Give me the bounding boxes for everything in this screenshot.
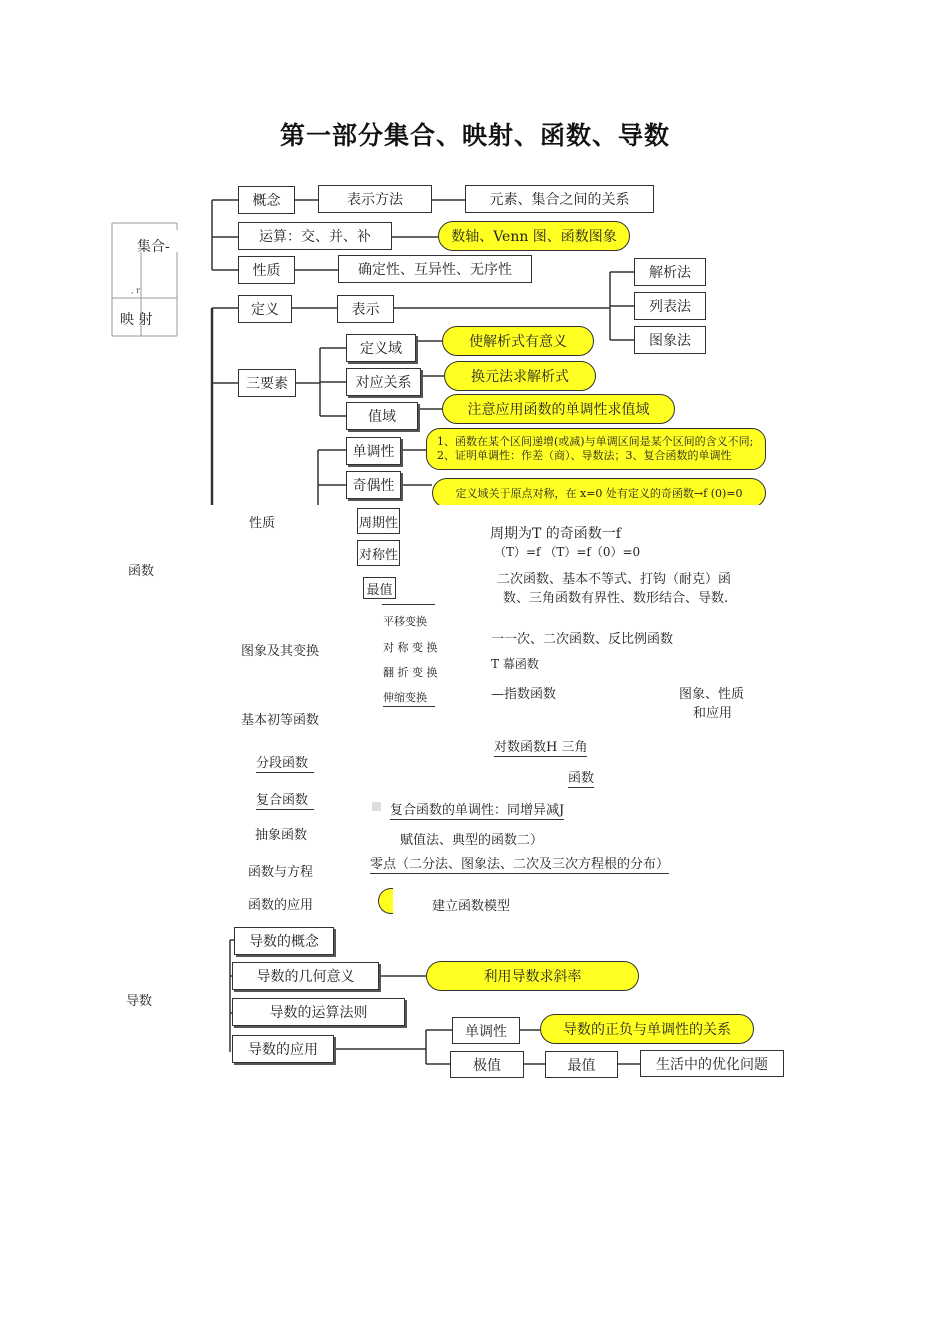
func-periodicity: 周期性 [357,508,400,534]
note-parity: 定义域关于原点对称，在 x=0 处有定义的奇函数→f (0)=0 [432,478,766,508]
note-monotonic-line-2: 2、证明单调性：作差（商）、导数法；3、复合函数的单调性 [437,449,732,462]
label-derivative: 导数 [126,994,153,1009]
node-derivative-monotonic: 单调性 [452,1017,520,1044]
note-set-operation-tools: 数轴、Venn 图、函数图象 [438,221,630,251]
transform-top-rule [382,604,435,605]
node-range: 值域 [346,402,418,430]
page-title: 第一部分集合、映射、函数、导数 [279,121,670,150]
abstract-note: 赋值法、典型的函数二） [400,833,544,848]
bullet-square [372,802,381,811]
label-set: 集合- [137,239,170,255]
node-set-property-detail: 确定性、互异性、无序性 [338,255,532,283]
note-derivative-monotonic: 导数的正负与单调性的关系 [540,1014,754,1044]
func-equation: 函数与方程 [248,865,314,880]
max-note-1: 二次函数、基本不等式、打钩（耐克）函 [497,572,732,587]
node-method-table: 列表法 [634,292,706,320]
node-method-graph: 图象法 [634,326,706,354]
label-small-marks: , r [131,286,140,295]
node-set-relation: 元素、集合之间的关系 [465,185,654,213]
basic-note-2: T 幕函数 [491,657,539,671]
node-set-property: 性质 [238,256,295,284]
note-derivative-geometric: 利用导数求斜率 [426,961,639,991]
node-derivative-max: 最值 [545,1051,618,1078]
node-monotonic: 单调性 [346,437,401,465]
note-monotonic-line-1: 1、函数在某个区间递增(或减)与单调区间是某个区间的含义不同; [437,435,754,448]
node-definition: 定义 [238,295,292,323]
transform-flip: 翻 折 变 换 [383,666,438,679]
node-domain: 定义域 [346,334,416,362]
transform-translate: 平移变换 [383,615,427,628]
node-representation: 表示 [337,295,394,323]
node-derivative-geometric: 导数的几何意义 [232,962,379,990]
func-piecewise: 分段函数 [256,752,314,773]
node-correspondence: 对应关系 [346,368,421,396]
node-method-analytic: 解析法 [634,258,706,286]
note-monotonic [426,428,766,470]
node-derivative-rules: 导数的运算法则 [232,998,405,1026]
func-application: 函数的应用 [248,898,314,913]
node-set-concept: 概念 [238,186,295,214]
node-parity: 奇偶性 [346,471,401,499]
func-graph-transform: 图象及其变换 [241,644,320,659]
node-derivative-concept: 导数的概念 [234,927,334,955]
node-derivative-application: 导数的应用 [232,1035,334,1063]
graph-prop-1: 图象、性质 [679,687,745,702]
note-correspondence: 换元法求解析式 [444,361,596,391]
label-function: 函数 [128,564,155,579]
label-mapping: 映 射 [120,312,153,328]
transform-stretch: 伸缩变换 [383,689,435,707]
basic-note-4: 对数函数H 三角 [494,736,587,757]
note-range: 注意应用函数的单调性求值域 [442,394,675,424]
basic-note-3: —指数函数 [491,687,557,702]
period-note-1: 周期为T 的奇函数一f [490,526,621,542]
func-symmetry: 对称性 [357,540,400,566]
graph-prop-2: 和应用 [693,706,733,721]
application-note: 建立函数模型 [432,899,511,914]
equation-note: 零点（二分法、图象法、二次及三次方程根的分布） [370,853,669,874]
node-three-elements: 三要素 [238,369,296,397]
func-abstract: 抽象函数 [255,828,308,843]
func-basic-functions: 基本初等函数 [241,713,320,728]
node-set-operation: 运算：交、并、补 [238,222,392,250]
max-note-2: 数、三角函数有界性、数形结合、导数. [503,591,729,606]
func-property: 性质 [249,516,276,531]
period-note-2: （T）=f （T）=f（0）=0 [494,545,641,559]
transform-symmetry: 对 称 变 换 [383,641,438,654]
func-composite: 复合函数 [256,789,314,810]
node-derivative-optimization: 生活中的优化问题 [640,1050,784,1077]
basic-note-5: 函数 [568,767,594,788]
basic-note-1: 一一次、二次函数、反比例函数 [491,632,674,647]
node-set-representation: 表示方法 [318,185,432,213]
composite-note: 复合函数的单调性：同增异减J [390,799,564,820]
func-max-value: 最值 [363,577,396,599]
node-derivative-extremum: 极值 [450,1051,524,1078]
note-domain: 使解析式有意义 [442,326,594,356]
